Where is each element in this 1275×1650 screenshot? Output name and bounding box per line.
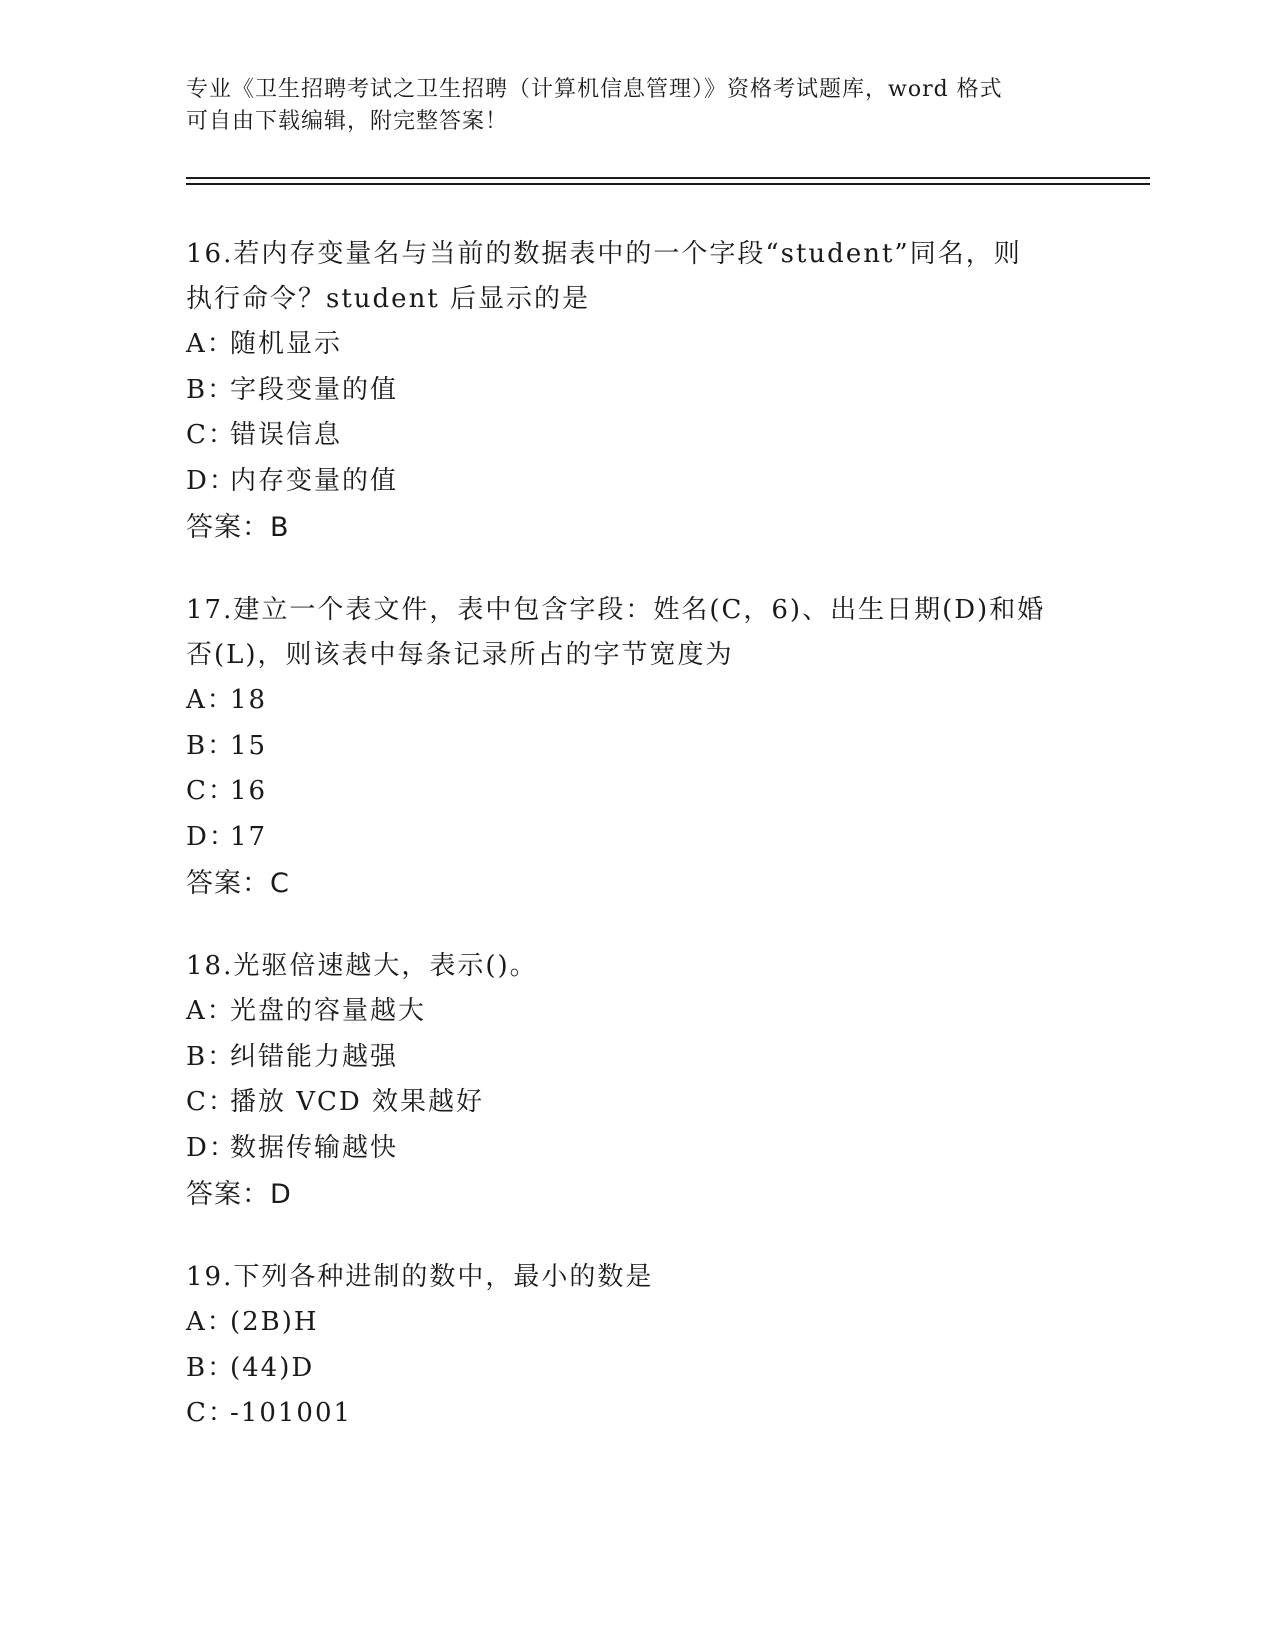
option-letter: D：: [186, 1132, 237, 1163]
question-block: [186, 232, 1066, 551]
question-block: [186, 944, 1066, 1218]
question-stem-line: 18.光驱倍速越大，表示()。: [186, 951, 538, 981]
answer-option: [186, 724, 1066, 770]
option-letter: B：: [186, 1041, 236, 1072]
answer-option: [186, 322, 1066, 368]
answer-option: [186, 989, 1066, 1035]
document-header: [186, 74, 1066, 138]
question-stem: [186, 232, 1066, 322]
question-stem: [186, 944, 1066, 989]
answer-label: 答案：: [186, 512, 270, 543]
option-letter: C：: [186, 1087, 236, 1117]
answer-option: [186, 678, 1066, 724]
option-letter: D：: [186, 821, 237, 852]
option-text: (2B)H: [230, 1307, 319, 1337]
option-letter: A：: [186, 329, 235, 359]
answer-value: D: [270, 1179, 292, 1210]
header-divider-top: [186, 177, 1150, 179]
option-text: 数据传输越快: [230, 1132, 399, 1163]
option-letter: A：: [186, 996, 235, 1026]
option-text: 错误信息: [230, 420, 343, 450]
header-line-2: 可自由下载编辑，附完整答案！: [186, 109, 509, 134]
answer-option: [186, 815, 1066, 861]
question-block: [186, 1255, 1066, 1437]
option-text: 16: [230, 776, 268, 806]
option-text: 随机显示: [230, 329, 343, 359]
option-letter: C：: [186, 776, 236, 806]
option-text: 内存变量的值: [230, 465, 399, 496]
option-text: 18: [230, 685, 268, 715]
option-letter: C：: [186, 420, 236, 450]
header-divider-bottom: [186, 183, 1150, 185]
answer-line: [186, 860, 1066, 907]
option-text: 15: [230, 730, 268, 761]
question-block: [186, 588, 1066, 907]
answer-option: [186, 413, 1066, 459]
option-letter: A：: [186, 685, 235, 715]
header-line-1: 专业《卫生招聘考试之卫生招聘（计算机信息管理）》资格考试题库，word 格式: [186, 77, 1003, 102]
option-text: -101001: [230, 1398, 353, 1428]
answer-value: B: [270, 512, 290, 543]
option-letter: B：: [186, 374, 236, 405]
answer-option: [186, 1126, 1066, 1172]
answer-option: [186, 1035, 1066, 1081]
option-text: 纠错能力越强: [230, 1041, 399, 1072]
question-stem: [186, 1255, 1066, 1300]
option-letter: B：: [186, 1352, 236, 1383]
answer-value: C: [270, 868, 290, 899]
option-letter: B：: [186, 730, 236, 761]
answer-option: [186, 769, 1066, 815]
option-text: 字段变量的值: [230, 374, 399, 405]
option-text: 17: [230, 821, 268, 852]
option-text: 光盘的容量越大: [230, 996, 427, 1026]
question-stem-line: 执行命令？student 后显示的是: [186, 284, 591, 314]
question-stem-line: 17.建立一个表文件，表中包含字段：姓名(C，6)、出生日期(D)和婚: [186, 595, 1046, 625]
answer-label: 答案：: [186, 868, 270, 899]
option-letter: D：: [186, 465, 237, 496]
question-list: [186, 232, 1066, 1474]
option-letter: A：: [186, 1307, 235, 1337]
question-stem-line: 16.若内存变量名与当前的数据表中的一个字段“student”同名，则: [186, 239, 1022, 269]
answer-option: [186, 1300, 1066, 1346]
answer-option: [186, 368, 1066, 414]
question-stem-line: 19.下列各种进制的数中，最小的数是: [186, 1262, 654, 1292]
answer-line: [186, 504, 1066, 551]
answer-option: [186, 1346, 1066, 1392]
answer-option: [186, 459, 1066, 505]
answer-line: [186, 1171, 1066, 1218]
option-text: 播放 VCD 效果越好: [230, 1087, 485, 1117]
answer-option: [186, 1391, 1066, 1437]
answer-option: [186, 1080, 1066, 1126]
answer-label: 答案：: [186, 1179, 270, 1210]
option-letter: C：: [186, 1398, 236, 1428]
question-stem-line: 否(L)，则该表中每条记录所占的字节宽度为: [186, 640, 734, 670]
option-text: (44)D: [230, 1352, 315, 1383]
question-stem: [186, 588, 1066, 678]
